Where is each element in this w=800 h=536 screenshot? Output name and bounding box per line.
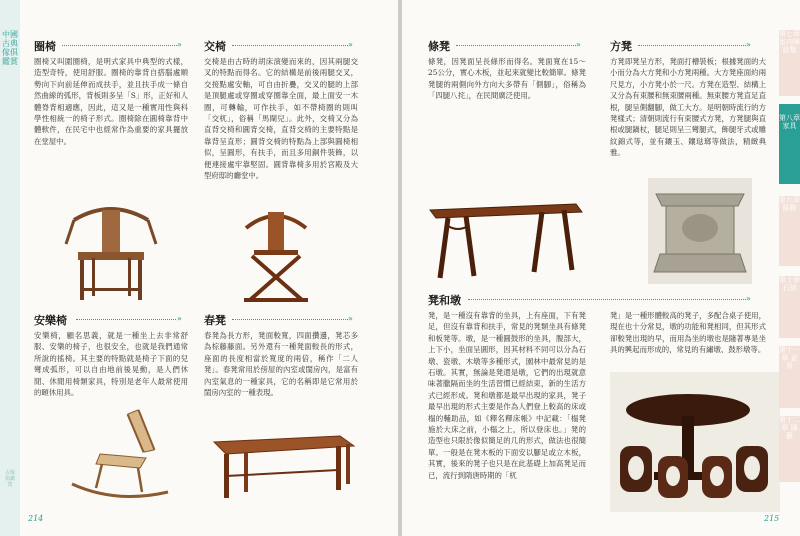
section-text-chundeng: 春凳為長方形，凳面較寬，四面攢邊，凳芯多為棕藤藤面。另外還有一種凳面較長的形式，座面的長度相當於寬度的兩倍，稱作「二人凳」。春凳常用於傍屋的內室或閨房內，是富有內室氣息的一種家具，它的名稱即是它常用於閨房內室的一種表現。 — [204, 331, 358, 398]
section-title-dengdun: 凳和墩 — [428, 294, 461, 307]
chevron-right-icon: » — [746, 294, 751, 303]
section-title-chundeng: 春凳 — [204, 314, 226, 327]
chevron-right-icon: » — [576, 40, 581, 49]
section-text-dengdun-b: 凳」是一種形體較高的凳子，多配合桌子使用，現在也十分常見，墩的功能和凳相同，但其形式卻較凳出現的早，而用為坐的墩也是隨著專是坐具的興起而形成的，常見的有繡墩、鼓形墩等。 — [610, 311, 766, 355]
page-number-left: 214 — [28, 514, 44, 523]
title-divider — [232, 319, 348, 320]
round-back-chair-image — [56, 196, 166, 304]
section-text-quanyi: 圈椅又叫圍圈椅，是明式家具中典型的式樣，造型奇特，使用舒服。圈椅的靠背自搭腦處順勢向下向前延伸而成扶手，並且扶手成一條自然曲線的弧形，背板則多呈「S」形，正好和人體脊背相適應，因此，這又是一種實用性與科學性相統一的椅子形式。圈椅除在圓椅靠背中體軟件，在民宅中也經常作為重要的家具擺放在堂屋中。 — [34, 57, 188, 146]
chevron-right-icon: » — [348, 40, 353, 49]
title-divider — [62, 45, 177, 46]
folding-chair-image — [236, 198, 316, 306]
tab-chapter-11[interactable]: 第十一章 盆景 — [779, 346, 800, 408]
page-number-right: 215 — [764, 514, 780, 523]
chevron-right-icon: » — [177, 40, 182, 49]
section-text-dengdun-a: 凳，是一種沒有靠背的坐具，上有座面，下有凳足，但沒有靠背和扶手，常見的凳類坐具有條凳和板凳等。墩，是一種圓鼓形的坐具，腹部大，上下小，坐面呈圓形，因其材料不同可以分為石墩、瓷墩、木墩等多種形式，園林中最常見的是石墩。其實，無論是凳還是墩，它們的出現就意味著臘隔而坐的生活習慣已經結束，新的生活方式已經形成。凳和墩都是最早出現的家具，凳子最早出現的形式主要是作為人們登上較高的床或榻的輔助品，如《釋名釋床帳》中記載：「榻凳施於大床之前，小榻之上，所以登床也。」凳的造型也只限於像似簡足的几的形式，做法也很簡單。一般是在凳木板的下面安以腳足或立木板，其實，後來的凳子也只是在此基礎上加高凳足而已，流行到隋唐時期的「杌 — [428, 311, 586, 480]
section-text-fangdeng: 方凳即凳呈方形，凳面打槽裝板；根據凳面的大小而分為大方凳和小方凳兩種。大方凳座面約兩尺見方，小方凳小於一尺。方凳在造型、結構上又分為有束腰和無束腰兩種。無束腰方凳直足直根，腿呈側翻腳，做工大方。是明朝時流行的方凳樣式；清朝則流行有束腰式方凳，方凳腿與直根或腿鍋杖，腿足則呈三彎腿式，飾腿牙式或雕紋錦式等，並有鑲玉、鑲琺瑯等做法，精緻典雅。 — [610, 57, 766, 158]
stone-stool-image — [648, 178, 752, 284]
chevron-right-icon: » — [348, 314, 353, 323]
section-title-jiaoyi: 交椅 — [204, 40, 226, 53]
title-divider — [468, 299, 746, 300]
section-text-anleyi: 安樂椅，顧名思義，就是一種坐上去非常舒服、安樂的椅子，也很安全，也就是我們通常所說的搖椅。其主要的特點就是椅子下面的兒彎成弧形，可以自由地前後晃動，是人們休閒、休閒用椅類家具，特別是老年人最常使用的頤休用具。 — [34, 331, 188, 398]
title-divider — [456, 45, 576, 46]
table-and-drum-stools-image — [610, 372, 780, 512]
tab-chapter-7[interactable]: 第七章 室內陳設類 — [779, 30, 800, 96]
section-text-jiaoyi: 交椅是由古時的胡床演變而來的，因其兩腿交叉的特點而得名。它的結構是前後兩腿交叉，交接點處安軸，可自由折疊，交叉的腿的上部是頂腿處或穿圈或穿圈靠全面，最上面安一木圈，可轉輸，可作扶手，如不帶椅圈的則叫「交杌」，俗稱「馬閘兒」。此外，交椅又分為直背交椅和圓背交椅，直背交椅的主要特點是靠背呈直形；圓背交椅的特點為上部與圓椅相似，呈圓形，有扶手，而且多用銅件裝飾，以便連接處牢靠堅固。圓背靠椅多用於宮殿及大型府邸的廳堂中。 — [204, 57, 358, 181]
right-page — [402, 0, 800, 536]
section-title-quanyi: 圈椅 — [34, 40, 56, 53]
section-title-fangdeng: 方凳 — [610, 40, 632, 53]
tab-chapter-12[interactable]: 第十二章 園藝 — [779, 416, 800, 482]
chapter-tabs — [779, 0, 800, 536]
long-bench-image — [426, 196, 586, 282]
section-text-tiaodeng: 條凳，因凳面呈長條形而得名。凳面寬在15～25公分，實心木板，並起來就變比較簡單。條凳凳腿的兩側向外方向大多帶有「側腳」，俗稱為「四腿八挓」，在民間廣泛使用。 — [428, 57, 586, 101]
title-divider — [638, 45, 746, 46]
tab-chapter-9[interactable]: 第九章 匾聯 — [779, 196, 800, 266]
tab-chapter-10[interactable]: 第十章 石刻 — [779, 276, 800, 338]
side-footer: 古傢俱鑑賞 — [4, 470, 15, 488]
left-page — [0, 0, 398, 536]
title-divider — [232, 45, 348, 46]
title-divider — [76, 319, 176, 320]
chevron-right-icon: » — [177, 314, 182, 323]
tab-chapter-8[interactable]: 第八章 家具 — [779, 104, 800, 184]
chevron-right-icon: » — [746, 40, 751, 49]
side-title: 中國古典傢俱鑑賞 — [2, 30, 18, 66]
section-title-anleyi: 安樂椅 — [34, 314, 67, 327]
left-side-strip — [0, 0, 20, 536]
spring-bench-image — [208, 430, 358, 500]
rocking-chair-image — [70, 408, 170, 504]
section-title-tiaodeng: 條凳 — [428, 40, 450, 53]
